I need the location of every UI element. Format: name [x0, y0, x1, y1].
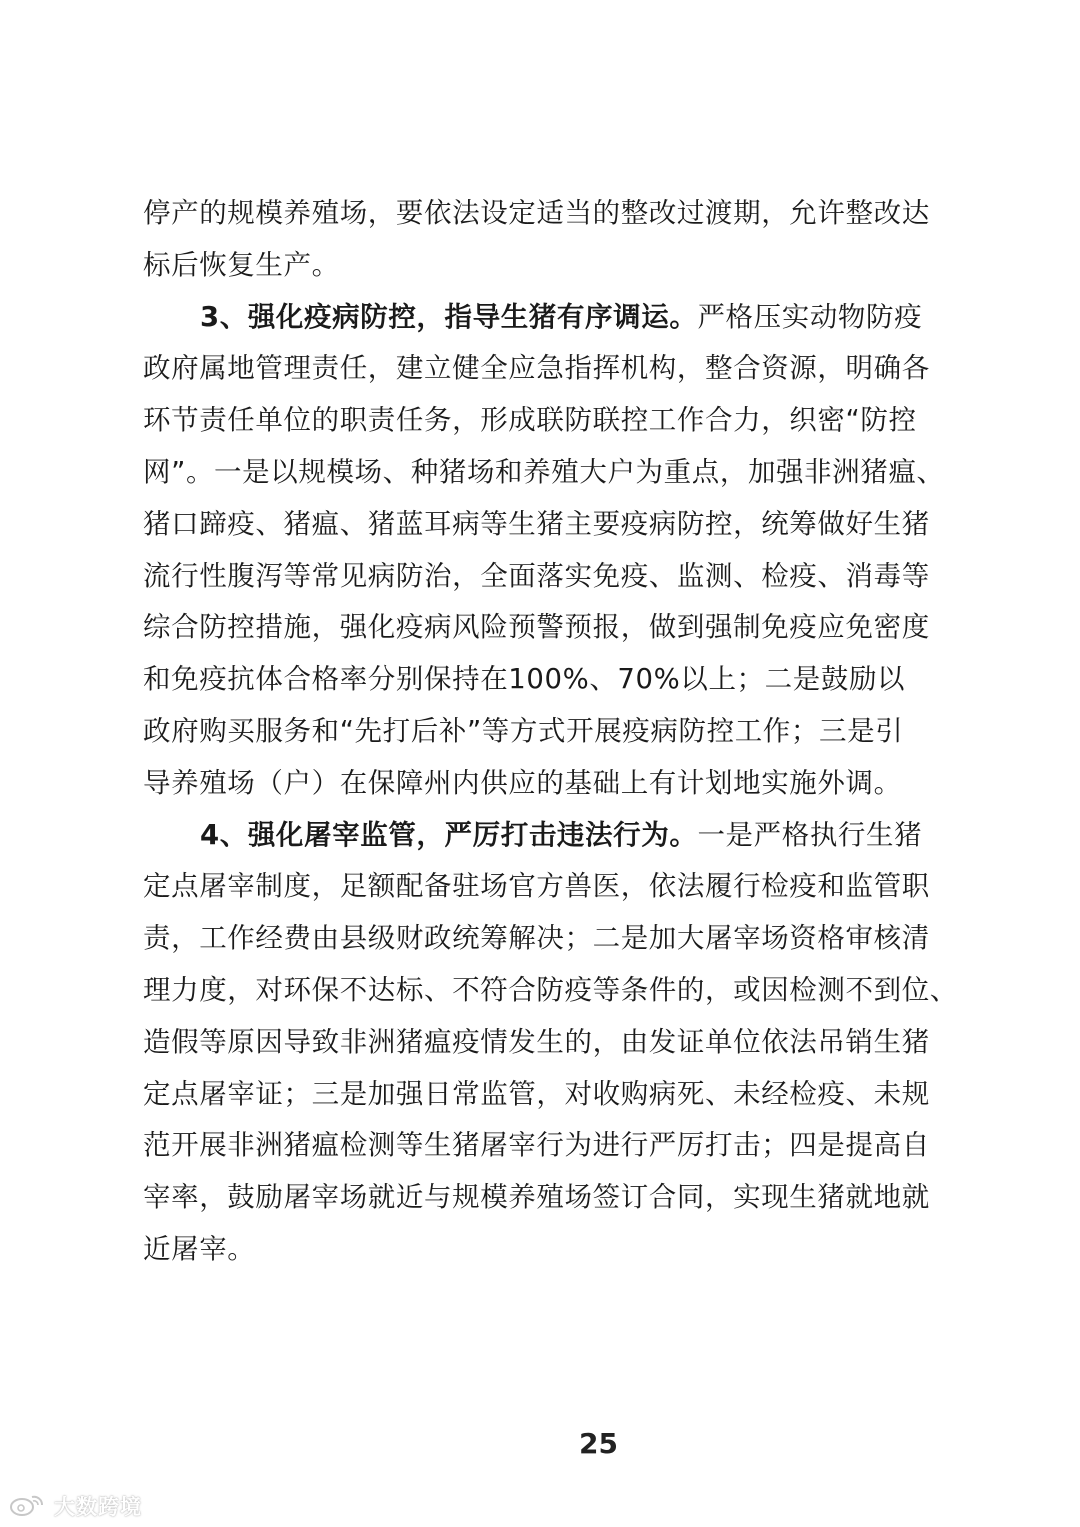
watermark	[8, 1492, 142, 1520]
text-line: 近屠宰。	[143, 1232, 256, 1265]
section-3-heading: 3、强化疫病防控，指导生猪有序调运。	[200, 300, 698, 333]
section-4-heading: 4、强化屠宰监管，严厉打击违法行为。	[200, 818, 698, 851]
text-line: 造假等原因导致非洲猪瘟疫情发生的，由发证单位依法吊销生猪	[143, 1025, 930, 1058]
text-line: 和免疫抗体合格率分别保持在100%、70%以上；二是鼓励以	[143, 663, 906, 696]
text-line: 宰率，鼓励屠宰场就近与规模养殖场签订合同，实现生猪就地就	[143, 1181, 930, 1214]
text-line: 停产的规模养殖场，要依法设定适当的整改过渡期，允许整改达	[143, 197, 930, 229]
text-line: 标后恢复生产。	[143, 248, 340, 281]
text-line: 政府购买服务和“先打后补”等方式开展疫病防控工作；三是引	[143, 714, 904, 747]
text-line: 理力度，对环保不达标、不符合防疫等条件的，或因检测不到位、	[143, 973, 958, 1006]
text-line: 定点屠宰证；三是加强日常监管，对收购病死、未经检疫、未规	[143, 1077, 930, 1110]
text-line: 猪口蹄疫、猪瘟、猪蓝耳病等生猪主要疫病防控，统筹做好生猪	[143, 507, 930, 540]
text-line: 政府属地管理责任，建立健全应急指挥机构，整合资源，明确各	[143, 352, 930, 385]
text-line: 环节责任单位的职责任务，形成联防联控工作合力，织密“防控	[143, 404, 917, 437]
weibo-logo-icon	[8, 1491, 48, 1521]
text-line: 流行性腹泻等常见病防治，全面落实免疫、监测、检疫、消毒等	[143, 559, 930, 592]
text-line: 一是严格执行生猪	[697, 818, 923, 851]
text-line: 综合防控措施，强化疫病风险预警预报，做到强制免疫应免密度	[143, 611, 930, 644]
text-line: 网”。一是以规模场、种猪场和养殖大户为重点，加强非洲猪瘟、	[143, 455, 945, 488]
section-4-first-line	[143, 810, 943, 862]
text-line: 严格压实动物防疫	[697, 300, 923, 333]
page-number: 25	[579, 1427, 618, 1460]
document-body	[143, 188, 958, 1276]
text-line: 定点屠宰制度，足额配备驻场官方兽医，依法履行检疫和监管职	[143, 870, 930, 903]
text-line: 导养殖场（户）在保障州内供应的基础上有计划地实施外调。	[143, 766, 902, 799]
watermark-text: 大数跨境	[54, 1495, 142, 1519]
section-3-first-line	[143, 292, 943, 344]
text-line: 范开展非洲猪瘟检测等生猪屠宰行为进行严厉打击；四是提高自	[143, 1129, 930, 1162]
text-line: 责，工作经费由县级财政统筹解决；二是加大屠宰场资格审核清	[143, 922, 930, 955]
